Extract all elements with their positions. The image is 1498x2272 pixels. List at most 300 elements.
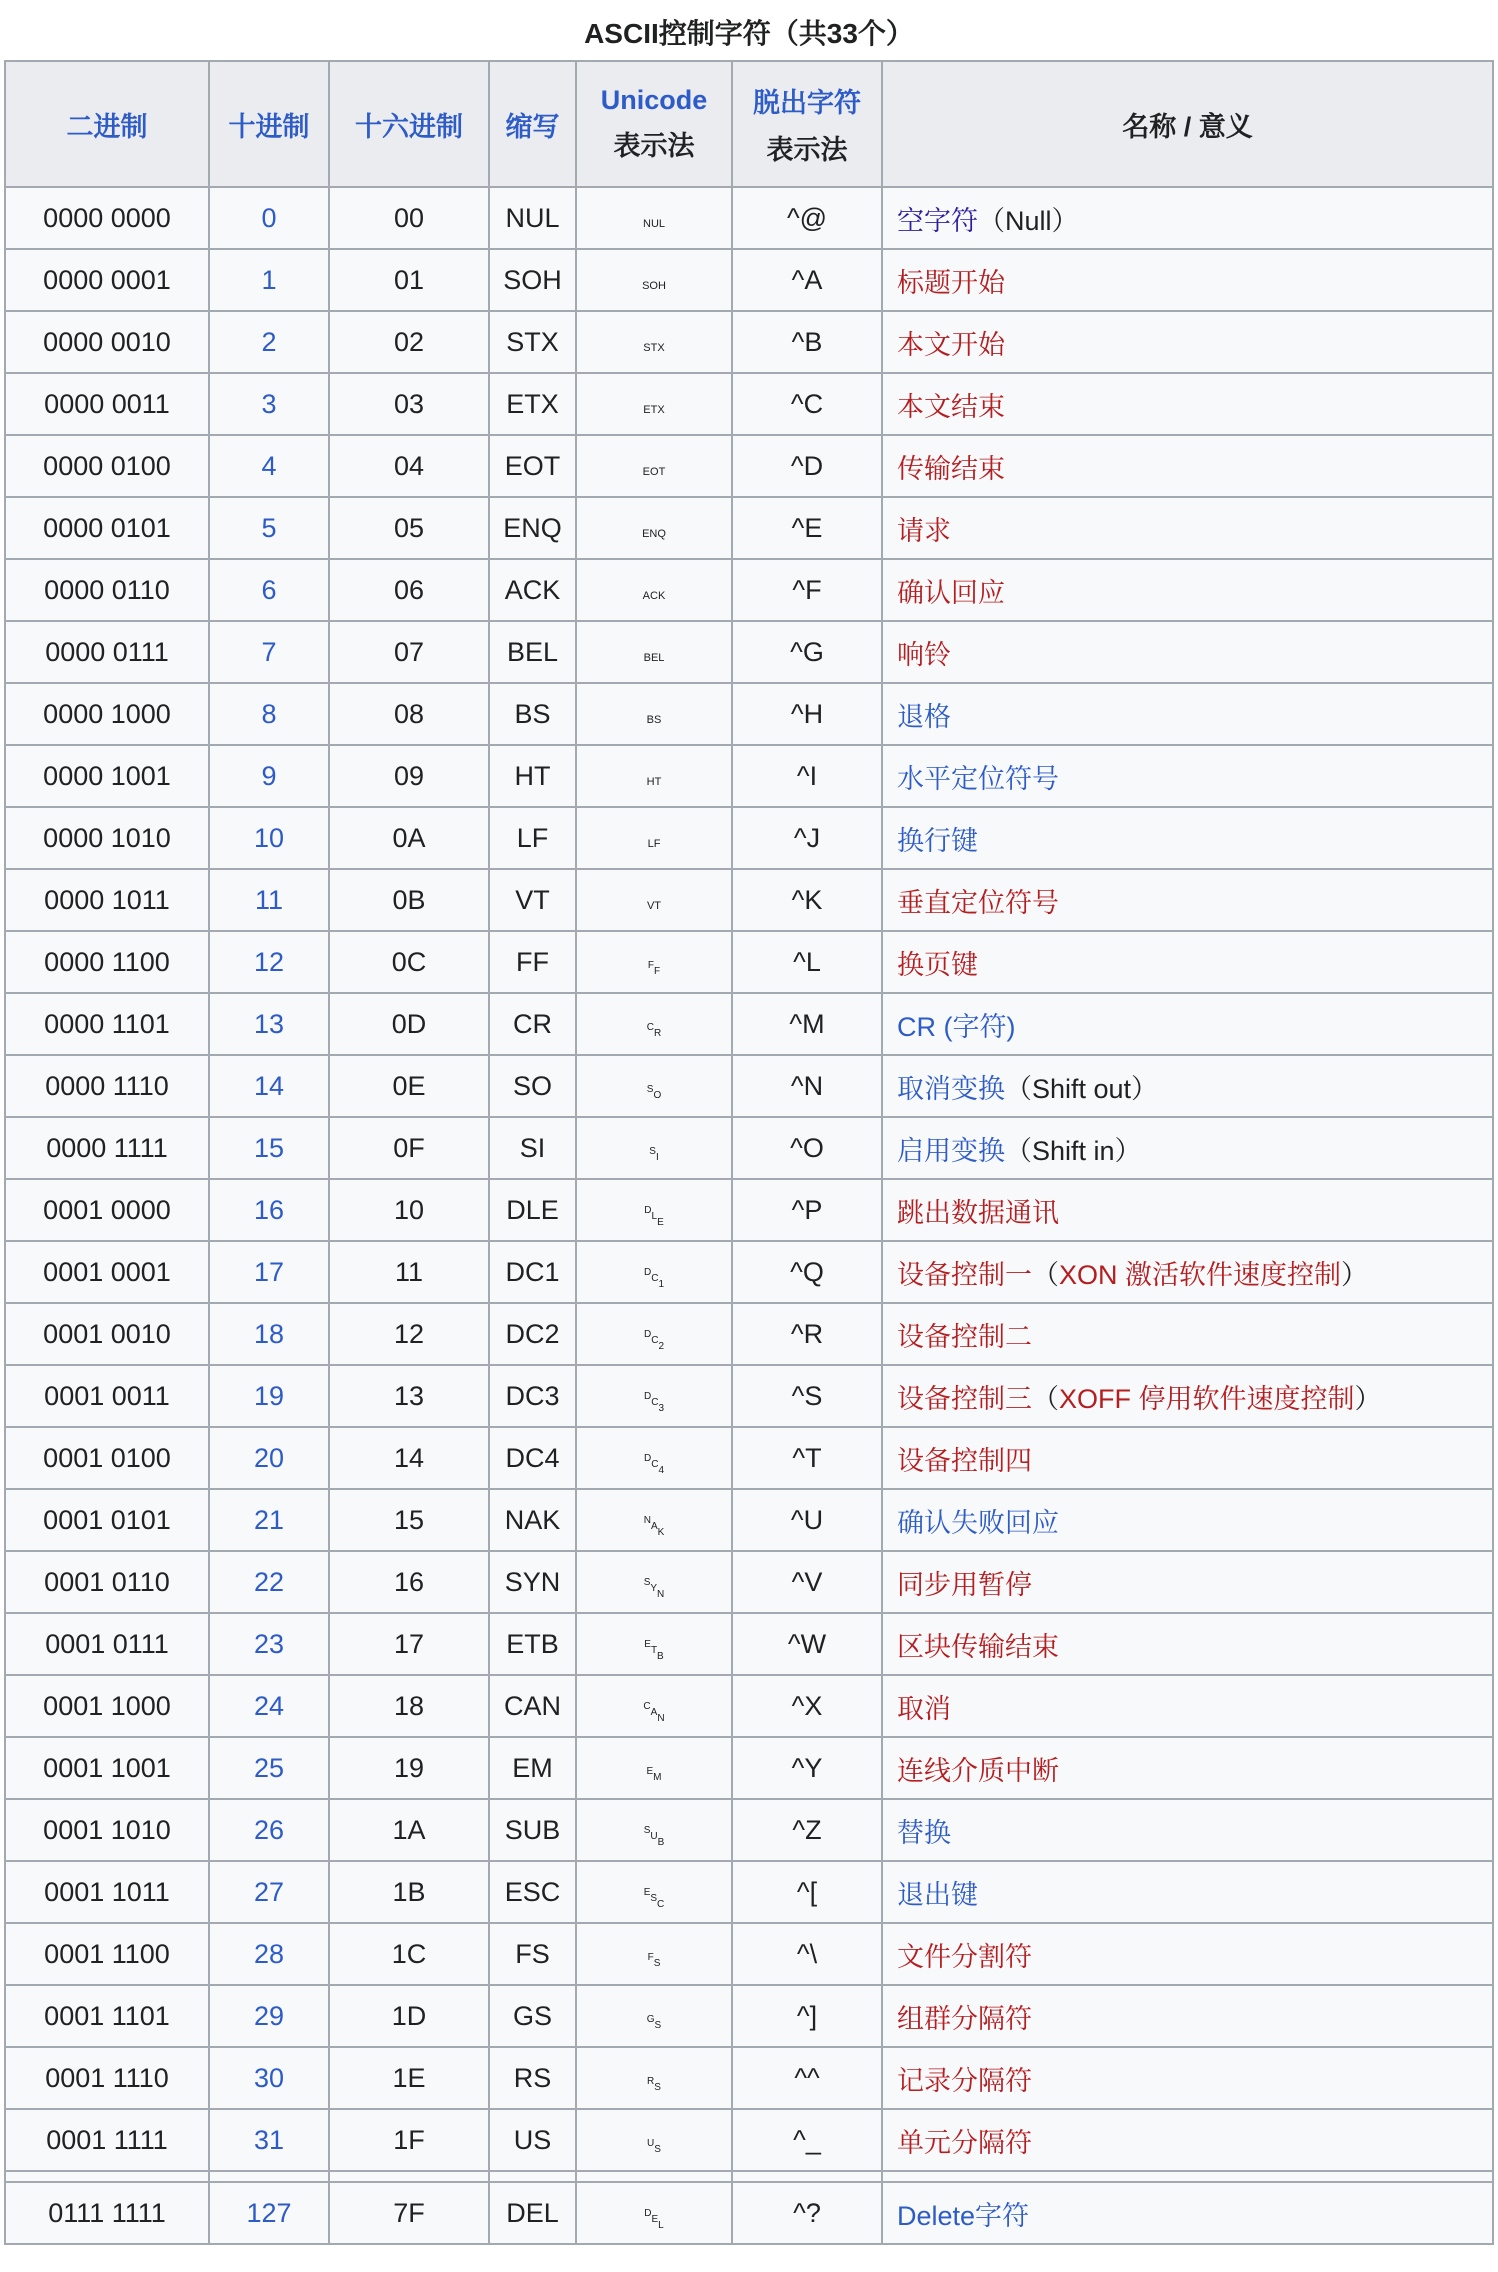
meaning-text: ） xyxy=(1341,1259,1369,1290)
binary-value: 0000 1111 xyxy=(5,1117,209,1179)
unicode-cell xyxy=(576,1117,732,1179)
unicode-symbol-letter: L xyxy=(658,2219,664,2231)
unicode-cell xyxy=(576,2109,732,2171)
unicode-symbol-letter: C xyxy=(657,1898,665,1910)
caret-notation: ^X xyxy=(732,1675,882,1737)
header-text-name: 名称 / 意义 xyxy=(1122,111,1253,142)
meaning-cell xyxy=(882,559,1493,621)
unicode-symbol-letter: D xyxy=(643,1328,652,1340)
decimal-cell xyxy=(209,1923,329,1985)
caret-notation: ^J xyxy=(732,807,882,869)
decimal-link[interactable]: 27 xyxy=(253,1876,285,1907)
meaning-link[interactable]: 记录分隔符 xyxy=(897,2065,1032,2096)
decimal-link[interactable]: 18 xyxy=(253,1318,285,1349)
decimal-link[interactable]: 19 xyxy=(253,1380,285,1411)
unicode-cell xyxy=(576,187,732,249)
unicode-symbol-letter: V xyxy=(646,899,655,912)
unicode-symbol-letter: N xyxy=(643,1514,651,1526)
abbreviation: SI xyxy=(489,1117,576,1179)
meaning-link[interactable]: 文件分割符 xyxy=(897,1941,1032,1972)
col-header-decimal xyxy=(209,61,329,187)
meaning-link[interactable]: 水平定位符号 xyxy=(897,763,1059,794)
hex-value: 0A xyxy=(329,807,489,869)
decimal-link[interactable]: 127 xyxy=(246,2197,292,2228)
hex-value: 16 xyxy=(329,1551,489,1613)
header-row xyxy=(5,61,1493,187)
meaning-link[interactable]: 设备控制一 xyxy=(897,1259,1032,1290)
unicode-cell xyxy=(576,1675,732,1737)
decimal-link[interactable]: 28 xyxy=(253,1938,285,1969)
decimal-link[interactable]: 15 xyxy=(253,1132,285,1163)
unicode-cell xyxy=(576,249,732,311)
meaning-link[interactable]: 标题开始 xyxy=(897,267,1005,298)
col-header-unicode xyxy=(576,61,732,187)
meaning-cell xyxy=(882,1675,1493,1737)
unicode-symbol-letter: O xyxy=(649,279,658,292)
binary-value: 0000 1001 xyxy=(5,745,209,807)
caret-notation: ^U xyxy=(732,1489,882,1551)
header-link-abbr[interactable]: 缩写 xyxy=(505,111,560,142)
meaning-link[interactable]: 确认失败回应 xyxy=(897,1507,1059,1538)
unicode-cell xyxy=(576,1055,732,1117)
decimal-cell xyxy=(209,2182,329,2244)
decimal-cell xyxy=(209,435,329,497)
meaning-link[interactable]: XOFF 停用软件速度控制 xyxy=(1059,1383,1355,1414)
decimal-cell xyxy=(209,2047,329,2109)
caret-notation: ^K xyxy=(732,869,882,931)
caret-notation: ^_ xyxy=(732,2109,882,2171)
unicode-symbol-letter: M xyxy=(653,1771,662,1783)
unicode-symbol xyxy=(643,405,664,416)
caret-notation: ^M xyxy=(732,993,882,1055)
abbreviation: BS xyxy=(489,683,576,745)
decimal-link[interactable]: 23 xyxy=(253,1628,285,1659)
binary-value: 0001 0100 xyxy=(5,1427,209,1489)
decimal-link[interactable]: 13 xyxy=(253,1008,285,1039)
meaning-link[interactable]: 传输结束 xyxy=(897,453,1005,484)
meaning-cell xyxy=(882,807,1493,869)
caret-notation: ^H xyxy=(732,683,882,745)
hex-value: 19 xyxy=(329,1737,489,1799)
unicode-symbol-letter: N xyxy=(642,217,651,230)
unicode-symbol-letter: N xyxy=(657,1712,665,1724)
row-HT xyxy=(5,745,1493,807)
binary-value: 0000 0100 xyxy=(5,435,209,497)
unicode-symbol-letter: 2 xyxy=(658,1340,665,1352)
meaning-cell xyxy=(882,311,1493,373)
binary-value: 0001 1011 xyxy=(5,1861,209,1923)
caret-notation: ^L xyxy=(732,931,882,993)
table-header xyxy=(5,61,1493,187)
decimal-link[interactable]: 22 xyxy=(253,1566,285,1597)
hex-value: 7F xyxy=(329,2182,489,2244)
hex-value: 02 xyxy=(329,311,489,373)
row-EOT xyxy=(5,435,1493,497)
decimal-link[interactable]: 8 xyxy=(261,698,277,729)
meaning-text: （Null） xyxy=(978,205,1079,236)
col-header-caret-lines xyxy=(733,81,881,167)
abbreviation: NAK xyxy=(489,1489,576,1551)
unicode-symbol-letter: T xyxy=(650,403,658,416)
unicode-symbol-letter: L xyxy=(658,217,666,230)
meaning-link[interactable]: 请求 xyxy=(897,515,951,546)
header-link-unicode[interactable]: Unicode xyxy=(600,85,708,115)
unicode-symbol xyxy=(643,1700,665,1724)
decimal-link[interactable]: 17 xyxy=(253,1256,285,1287)
decimal-link[interactable]: 2 xyxy=(261,326,277,357)
unicode-cell xyxy=(576,1241,732,1303)
meaning-link[interactable]: 设备控制四 xyxy=(897,1445,1032,1476)
unicode-cell xyxy=(576,869,732,931)
caret-notation: ^T xyxy=(732,1427,882,1489)
decimal-link[interactable]: 10 xyxy=(253,822,285,853)
unicode-cell xyxy=(576,1303,732,1365)
decimal-link[interactable]: 12 xyxy=(253,946,285,977)
hex-value: 0D xyxy=(329,993,489,1055)
meaning-cell xyxy=(882,683,1493,745)
decimal-link[interactable]: 20 xyxy=(253,1442,285,1473)
caret-notation: ^P xyxy=(732,1179,882,1241)
meaning-cell xyxy=(882,2182,1493,2244)
hex-value: 11 xyxy=(329,1241,489,1303)
decimal-link[interactable]: 0 xyxy=(261,202,277,233)
meaning-cell xyxy=(882,1737,1493,1799)
decimal-cell xyxy=(209,683,329,745)
unicode-symbol-letter: C xyxy=(643,1700,651,1712)
unicode-symbol-letter: C xyxy=(651,1396,659,1408)
hex-value: 1E xyxy=(329,2047,489,2109)
meaning-link[interactable]: 跳出数据通讯 xyxy=(897,1197,1059,1228)
decimal-link[interactable]: 11 xyxy=(254,884,284,915)
decimal-link[interactable]: 25 xyxy=(253,1752,285,1783)
binary-value: 0001 0001 xyxy=(5,1241,209,1303)
decimal-link[interactable]: 24 xyxy=(253,1690,285,1721)
caret-notation: ^Z xyxy=(732,1799,882,1861)
unicode-cell xyxy=(576,1365,732,1427)
separator-cell xyxy=(5,2171,209,2182)
abbreviation: US xyxy=(489,2109,576,2171)
unicode-cell xyxy=(576,1551,732,1613)
unicode-symbol-letter: S xyxy=(653,1957,661,1969)
decimal-cell xyxy=(209,869,329,931)
decimal-cell xyxy=(209,373,329,435)
meaning-text: （ xyxy=(1032,1259,1059,1290)
unicode-symbol-letter: T xyxy=(650,341,658,354)
decimal-cell xyxy=(209,1861,329,1923)
unicode-cell xyxy=(576,993,732,1055)
decimal-cell xyxy=(209,807,329,869)
meaning-link[interactable]: 区块传输结束 xyxy=(897,1631,1059,1662)
meaning-cell xyxy=(882,1303,1493,1365)
meaning-link[interactable]: 退出键 xyxy=(897,1879,978,1910)
header-link-binary[interactable]: 二进制 xyxy=(66,111,148,142)
unicode-symbol-letter: S xyxy=(643,341,651,354)
unicode-symbol xyxy=(647,715,662,726)
unicode-symbol-letter: E xyxy=(643,1886,651,1898)
meaning-link[interactable]: XON 激活软件速度控制 xyxy=(1059,1259,1342,1290)
row-DC4 xyxy=(5,1427,1493,1489)
unicode-symbol-letter: O xyxy=(650,465,659,478)
meaning-cell xyxy=(882,1799,1493,1861)
caret-notation: ^R xyxy=(732,1303,882,1365)
abbreviation: ESC xyxy=(489,1861,576,1923)
unicode-symbol-letter: S xyxy=(642,279,650,292)
caret-notation: ^F xyxy=(732,559,882,621)
unicode-cell xyxy=(576,2047,732,2109)
meaning-cell xyxy=(882,993,1493,1055)
meaning-link[interactable]: 本文结束 xyxy=(897,391,1005,422)
row-RS xyxy=(5,2047,1493,2109)
unicode-cell xyxy=(576,311,732,373)
separator-cell xyxy=(576,2171,732,2182)
unicode-symbol-letter: D xyxy=(644,2207,652,2219)
meaning-text: （Shift out） xyxy=(1005,1073,1159,1104)
unicode-symbol-letter: T xyxy=(650,1644,658,1656)
decimal-cell xyxy=(209,1427,329,1489)
meaning-link[interactable]: 取消变换 xyxy=(897,1073,1005,1104)
meaning-link[interactable]: 换行键 xyxy=(897,825,978,856)
row-ACK xyxy=(5,559,1493,621)
decimal-link[interactable]: 31 xyxy=(253,2124,285,2155)
decimal-cell xyxy=(209,993,329,1055)
unicode-symbol-letter: D xyxy=(643,1452,652,1464)
meaning-link[interactable]: 取消 xyxy=(897,1693,951,1724)
unicode-symbol-letter: E xyxy=(642,465,651,478)
unicode-symbol-letter: O xyxy=(653,1089,662,1101)
decimal-link[interactable]: 26 xyxy=(253,1814,285,1845)
unicode-symbol-letter: N xyxy=(657,1588,665,1600)
row-SUB xyxy=(5,1799,1493,1861)
unicode-symbol-letter: T xyxy=(658,465,666,478)
unicode-symbol-letter: S xyxy=(654,2143,661,2155)
hex-value: 03 xyxy=(329,373,489,435)
abbreviation: DC1 xyxy=(489,1241,576,1303)
binary-value: 0000 1101 xyxy=(5,993,209,1055)
row-GS xyxy=(5,1985,1493,2047)
binary-value: 0001 0010 xyxy=(5,1303,209,1365)
col-header-binary xyxy=(5,61,209,187)
decimal-link[interactable]: 1 xyxy=(261,264,277,295)
meaning-link[interactable]: 连线介质中断 xyxy=(897,1755,1059,1786)
binary-value: 0001 1001 xyxy=(5,1737,209,1799)
decimal-cell xyxy=(209,1055,329,1117)
abbreviation: GS xyxy=(489,1985,576,2047)
unicode-symbol-letter: S xyxy=(654,2019,662,2031)
decimal-link[interactable]: 4 xyxy=(261,450,277,481)
unicode-symbol xyxy=(648,839,661,850)
unicode-symbol-letter: S xyxy=(654,2081,661,2093)
unicode-symbol-letter: N xyxy=(649,527,658,540)
decimal-link[interactable]: 16 xyxy=(253,1194,285,1225)
unicode-symbol-letter: E xyxy=(644,1638,651,1650)
meaning-link[interactable]: 退格 xyxy=(897,701,951,732)
unicode-symbol-letter: S xyxy=(643,1576,651,1588)
separator-cell xyxy=(209,2171,329,2182)
hex-value: 00 xyxy=(329,187,489,249)
hex-value: 18 xyxy=(329,1675,489,1737)
meaning-link[interactable]: 确认回应 xyxy=(897,577,1005,608)
decimal-link[interactable]: 29 xyxy=(253,2000,285,2031)
caret-notation: ^Q xyxy=(732,1241,882,1303)
binary-value: 0001 1101 xyxy=(5,1985,209,2047)
meaning-cell xyxy=(882,1117,1493,1179)
binary-value: 0000 0010 xyxy=(5,311,209,373)
unicode-symbol xyxy=(643,343,664,354)
row-SO xyxy=(5,1055,1493,1117)
meaning-link[interactable]: 空字符 xyxy=(897,205,978,236)
unicode-cell xyxy=(576,1799,732,1861)
caret-notation: ^A xyxy=(732,249,882,311)
caret-notation: ^N xyxy=(732,1055,882,1117)
caret-notation: ^I xyxy=(732,745,882,807)
meaning-link[interactable]: 替换 xyxy=(897,1817,951,1848)
unicode-symbol xyxy=(646,1765,662,1783)
meaning-link[interactable]: Delete字符 xyxy=(897,2200,1030,2231)
unicode-symbol-letter: A xyxy=(642,589,651,602)
header-link-hex[interactable]: 十六进制 xyxy=(355,111,463,142)
unicode-cell xyxy=(576,1427,732,1489)
row-DC2 xyxy=(5,1303,1493,1365)
decimal-link[interactable]: 3 xyxy=(261,388,277,419)
unicode-symbol xyxy=(644,2207,664,2231)
unicode-symbol xyxy=(647,2137,661,2155)
decimal-link[interactable]: 6 xyxy=(261,574,277,605)
unicode-symbol xyxy=(646,1021,662,1039)
unicode-symbol-letter: F xyxy=(647,1951,654,1963)
abbreviation: ETX xyxy=(489,373,576,435)
binary-value: 0001 0111 xyxy=(5,1613,209,1675)
row-BEL xyxy=(5,621,1493,683)
meaning-cell xyxy=(882,2109,1493,2171)
unicode-symbol xyxy=(643,1576,665,1600)
hex-value: 1B xyxy=(329,1861,489,1923)
meaning-link[interactable]: 换页键 xyxy=(897,949,978,980)
caret-notation: ^B xyxy=(732,311,882,373)
decimal-cell xyxy=(209,2109,329,2171)
unicode-symbol xyxy=(643,219,665,230)
abbreviation: STX xyxy=(489,311,576,373)
meaning-link[interactable]: 本文开始 xyxy=(897,329,1005,360)
unicode-symbol xyxy=(647,959,661,977)
binary-value: 0000 0011 xyxy=(5,373,209,435)
row-BS xyxy=(5,683,1493,745)
decimal-link[interactable]: 9 xyxy=(261,760,277,791)
meaning-link[interactable]: 设备控制三 xyxy=(897,1383,1032,1414)
unicode-symbol xyxy=(647,901,661,912)
row-CR xyxy=(5,993,1493,1055)
decimal-cell xyxy=(209,1303,329,1365)
row-SOH xyxy=(5,249,1493,311)
unicode-symbol-letter: Q xyxy=(657,527,666,540)
unicode-symbol xyxy=(647,2075,661,2093)
abbreviation: ENQ xyxy=(489,497,576,559)
unicode-symbol xyxy=(643,591,666,602)
meaning-link[interactable]: 设备控制二 xyxy=(897,1321,1032,1352)
separator-cell xyxy=(489,2171,576,2182)
row-FS xyxy=(5,1923,1493,1985)
abbreviation: EOT xyxy=(489,435,576,497)
decimal-link[interactable]: 21 xyxy=(253,1504,285,1535)
unicode-symbol-letter: C xyxy=(650,589,658,602)
meaning-link[interactable]: 单元分隔符 xyxy=(897,2127,1032,2158)
unicode-symbol-letter: C xyxy=(651,1458,659,1470)
meaning-link[interactable]: CR (字符) xyxy=(897,1011,1016,1042)
unicode-symbol xyxy=(643,1824,665,1848)
unicode-cell xyxy=(576,1613,732,1675)
caret-notation: ^^ xyxy=(732,2047,882,2109)
row-DEL xyxy=(5,2182,1493,2244)
row-SYN xyxy=(5,1551,1493,1613)
hex-value: 04 xyxy=(329,435,489,497)
unicode-cell xyxy=(576,559,732,621)
abbreviation: ETB xyxy=(489,1613,576,1675)
unicode-symbol-letter: S xyxy=(649,1145,656,1157)
unicode-cell xyxy=(576,807,732,869)
meaning-cell xyxy=(882,1055,1493,1117)
caret-notation: ^\ xyxy=(732,1923,882,1985)
decimal-cell xyxy=(209,311,329,373)
caret-notation: ^E xyxy=(732,497,882,559)
meaning-link[interactable]: 同步用暂停 xyxy=(897,1569,1032,1600)
abbreviation: DC3 xyxy=(489,1365,576,1427)
binary-value: 0000 0000 xyxy=(5,187,209,249)
meaning-link[interactable]: 启用变换 xyxy=(897,1135,1005,1166)
hex-value: 01 xyxy=(329,249,489,311)
hex-value: 15 xyxy=(329,1489,489,1551)
meaning-link[interactable]: 响铃 xyxy=(897,639,951,670)
separator-cell xyxy=(732,2171,882,2182)
meaning-link[interactable]: 垂直定位符号 xyxy=(897,887,1059,918)
binary-value: 0001 0011 xyxy=(5,1365,209,1427)
hex-value: 0F xyxy=(329,1117,489,1179)
unicode-symbol-letter: I xyxy=(655,1151,659,1163)
unicode-cell xyxy=(576,373,732,435)
separator-cell xyxy=(882,2171,1493,2182)
meaning-link[interactable]: 组群分隔符 xyxy=(897,2003,1032,2034)
table-body xyxy=(5,187,1493,2244)
meaning-text: ） xyxy=(1354,1383,1382,1414)
binary-value: 0000 0001 xyxy=(5,249,209,311)
unicode-symbol-letter: S xyxy=(650,1892,658,1904)
abbreviation: SUB xyxy=(489,1799,576,1861)
decimal-link[interactable]: 14 xyxy=(253,1070,285,1101)
unicode-cell xyxy=(576,931,732,993)
caret-notation: ^D xyxy=(732,435,882,497)
unicode-symbol-letter: B xyxy=(657,1836,665,1848)
meaning-cell xyxy=(882,1613,1493,1675)
unicode-symbol-letter: 3 xyxy=(658,1402,665,1414)
unicode-cell xyxy=(576,1489,732,1551)
meaning-cell xyxy=(882,1985,1493,2047)
header-link-caret[interactable]: 脱出字符 xyxy=(753,88,861,118)
unicode-symbol-letter: X xyxy=(657,403,665,416)
decimal-cell xyxy=(209,559,329,621)
unicode-symbol-letter: 4 xyxy=(658,1464,665,1476)
unicode-symbol-letter: T xyxy=(654,775,662,788)
unicode-symbol xyxy=(643,1514,665,1538)
decimal-link[interactable]: 30 xyxy=(253,2062,285,2093)
row-ETX xyxy=(5,373,1493,435)
header-link-decimal[interactable]: 十进制 xyxy=(228,111,310,142)
decimal-link[interactable]: 7 xyxy=(261,636,277,667)
decimal-link[interactable]: 5 xyxy=(261,512,277,543)
unicode-symbol-letter: G xyxy=(646,2013,655,2025)
decimal-cell xyxy=(209,1117,329,1179)
row-STX xyxy=(5,311,1493,373)
unicode-symbol-letter: C xyxy=(646,1021,654,1033)
binary-value: 0000 0110 xyxy=(5,559,209,621)
decimal-cell xyxy=(209,931,329,993)
